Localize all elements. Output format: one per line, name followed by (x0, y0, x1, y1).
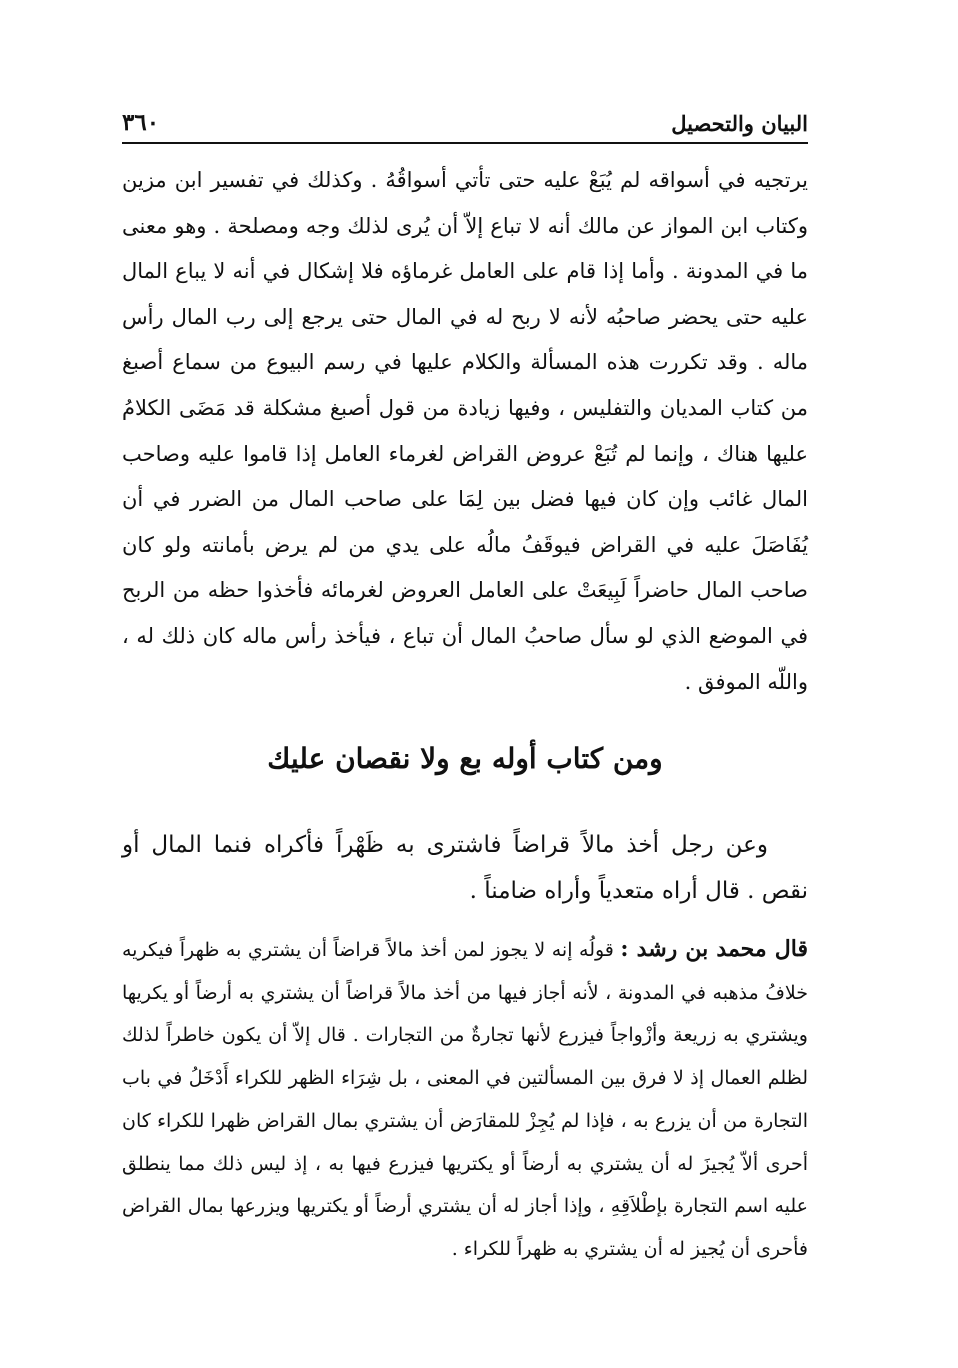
header-divider (122, 142, 808, 144)
book-title: البيان والتحصيل (671, 111, 808, 136)
section-heading: ومن كتاب أوله بع ولا نقصان عليك (267, 742, 663, 775)
page-number: ٣٦٠ (122, 109, 160, 136)
commentary-text: قولُه إنه لا يجوز لمن أخذ مالاً قراضاً أن يشتري به ظهراً فيكريه خلافُ مذهبه في المدونة ، لأنه أجاز فيها من أخذ مالاً قراضاً أن يشتري به أرضاً أو يكريها ويشتري به زريعة وأزْواجاً فيزرع لأنها تجارةٌ من التجارات . قال إلاّ أن يكون خاطراً لذلك لظلم العمال إذ لا فرق بين المسألتين في المعنى ، بل شِرَاء الظهر للكراء أَدْخَلُ في باب التجارة من أن يزرع به ، فإذا لم يُجِزْ للمقارَض أن يشتري بمال القراض ظهرا للكراء كان أحرى ألاّ يُجيزَ له أن يشتري به أرضاً أو يكتريها فيزرع فيها به ، إذ ليس ذلك مما ينطلق عليه اسم التجارة بإطْلاَقِهِ ، وإذا أجاز له أن يشتري أرضاً أو يكتريها ويزرعها بمال القراض فأحرى أن يُجيز له أن يشتري به ظهراً للكراء . (122, 939, 808, 1260)
page-header (122, 96, 808, 136)
paragraph-3 (122, 928, 808, 1271)
speaker-label: قال محمد بن رشد : (620, 936, 808, 962)
paragraph-2: وعن رجل أخذ مالاً قراضاً فاشترى به ظَهْراً فأكراه فنما المال أو نقص . قال أراه متعدياً وأراه ضامناً . (122, 832, 808, 904)
paragraph-1: يرتجيه في أسواقه لم يُبَعْ عليه حتى تأتي أسواقُهُ . وكذلك في تفسير ابن مزين وكتاب ابن المواز عن مالك أنه لا تباع إلاّ أن يُرى لذلك وجه ومصلحة . وهو معنى ما في المدونة . وأما إذا قام على العامل غرماؤه فلا إشكال في أنه لا يباع المال عليه حتى يحضر صاحبُه لأنه لا ربح له في المال حتى يرجع إلى رب المال رأس ماله . وقد تكررت هذه المسألة والكلام عليها في رسم البيوع من سماع أصبغ من كتاب المديان والتفليس ، وفيها زيادة من قول أصبغ مشكلة قد مَضَى الكلامُ عليها هناك ، وإنما لم تُبَعْ عروض القراض لغرماء العامل إذا قاموا عليه وصاحب المال غائب وإن كان فيها فضل بين لِمَا على صاحب المال من الضرر في أن يُفَاصَلَ عليه في القراض فيوقَفُ مالُه على يدي من لم يرض بأمانته ولو كان صاحب المال حاضراً لَبِيعَتْ على العامل العروض لغرمائه فأخذوا حظه من الربح في الموضع الذي لو سأل صاحبُ المال أن تباع ، فيأخذ رأس ماله كان ذلك له ، واللّه الموفق . (122, 168, 808, 694)
